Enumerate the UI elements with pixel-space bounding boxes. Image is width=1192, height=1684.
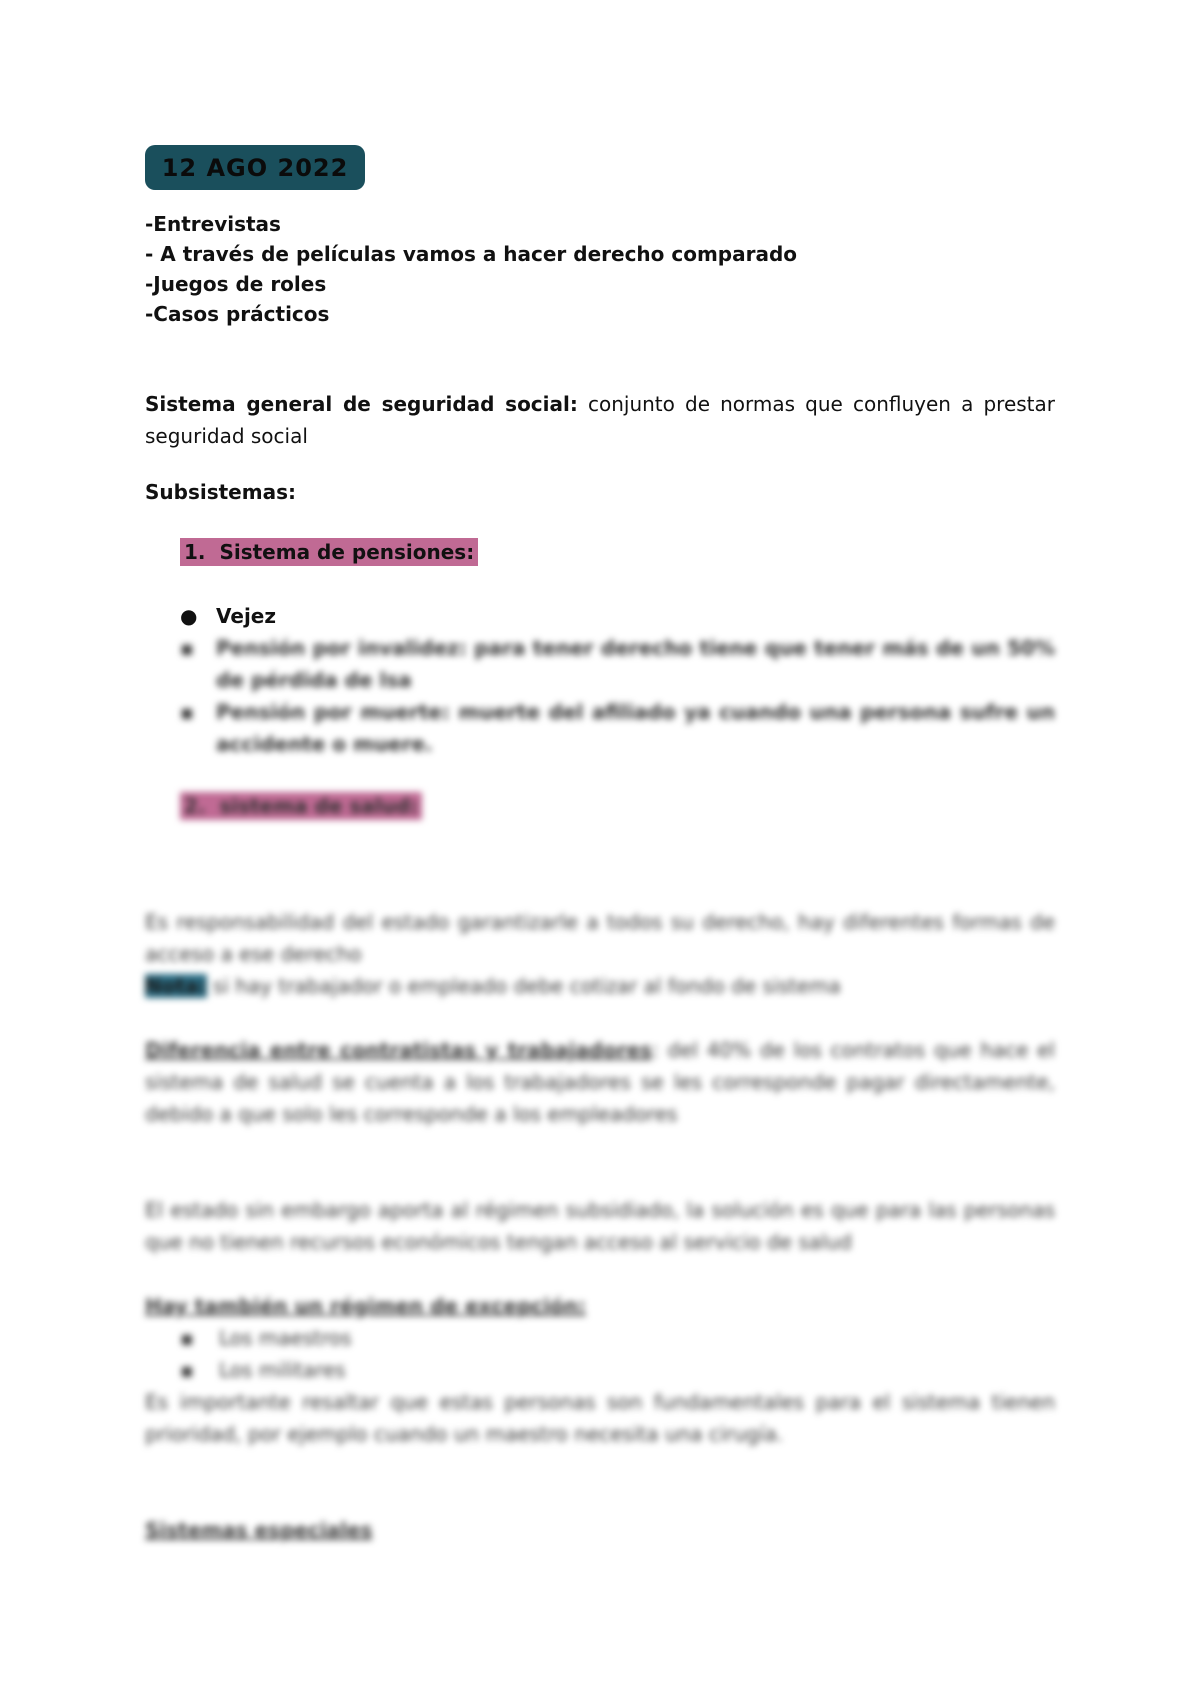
list-item-text: Pensión por invalidez: para tener derecho tiene que tener más de un 50% de pérdida de lsa (216, 636, 1055, 692)
definition-term: Sistema general de seguridad social: (145, 392, 578, 416)
date-badge: 12 AGO 2022 (145, 145, 365, 190)
bullet-square-icon: ▪ (180, 700, 194, 724)
bullet-square-icon: ▪ (180, 636, 194, 660)
special-systems-label: Sistemas especiales (145, 1518, 373, 1542)
exception-item-teachers: ▪ Los maestros (180, 1326, 352, 1350)
definition-paragraph (145, 388, 1055, 452)
nota-label: Nota: (145, 974, 207, 998)
paragraph-state: El estado sin embargo aporta al régimen subsidiado, la solución es que para las personas que no tienen recursos económicos tengan acceso al servicio de salud (145, 1198, 1055, 1254)
paragraph-difference (145, 1034, 1055, 1130)
section-1-number: 1. (184, 540, 206, 564)
intro-item-films: - A través de películas vamos a hacer derecho comparado (145, 242, 798, 266)
list-item-muerte (180, 696, 1055, 760)
list-item-text: Los maestros (218, 1326, 352, 1350)
section-2-highlight (180, 792, 422, 820)
list-item-invalidez (180, 632, 1055, 696)
definition-text: conjunto de normas que confluyen a prestar seguridad social (145, 392, 1055, 448)
difference-label: Diferencia entre contratistas y trabajadores (145, 1038, 653, 1062)
intro-item-roleplay: -Juegos de roles (145, 272, 327, 296)
subsystems-label: Subsistemas: (145, 480, 296, 504)
intro-item-cases: -Casos prácticos (145, 302, 330, 326)
section-2-title: sistema de salud: (219, 794, 419, 818)
paragraph-responsibility: Es responsabilidad del estado garantizarle a todos su derecho, hay diferentes formas de acceso a ese derecho (145, 910, 1055, 966)
special-systems-heading (145, 1514, 1055, 1546)
exception-heading (145, 1290, 1055, 1322)
section-1-highlight (180, 538, 478, 566)
difference-text: : del 40% de los contratos que hace el sistema de salud se cuenta a los trabajadores se les corresponde pagar directamente, debido a que solo les corresponde a los empleadores (145, 1038, 1055, 1126)
nota-text: si hay trabajador o empleado debe cotizar al fondo de sistema (206, 974, 841, 998)
exception-label: Hay también un régimen de excepción: (145, 1294, 586, 1318)
paragraph-priority: Es importante resaltar que estas personas son fundamentales para el sistema tienen prioridad, por ejemplo cuando un maestro necesita una cirugía. (145, 1390, 1055, 1446)
section-1-title: Sistema de pensiones: (219, 540, 475, 564)
paragraph-nota (145, 970, 1055, 1002)
intro-item-interviews: -Entrevistas (145, 212, 281, 236)
exception-item-military: ▪ Los militares (180, 1358, 346, 1382)
list-item-text: Los militares (218, 1358, 346, 1382)
list-item-text: Vejez (216, 604, 277, 628)
section-2-number: 2. (184, 794, 206, 818)
list-item-text: Pensión por muerte: muerte del afiliado ya cuando una persona sufre un accidente o muere. (216, 700, 1055, 756)
section-2-heading (180, 790, 422, 822)
bullet-dot-icon: ● (180, 604, 198, 628)
section-1-heading (180, 536, 478, 568)
list-item-vejez (180, 600, 1055, 632)
